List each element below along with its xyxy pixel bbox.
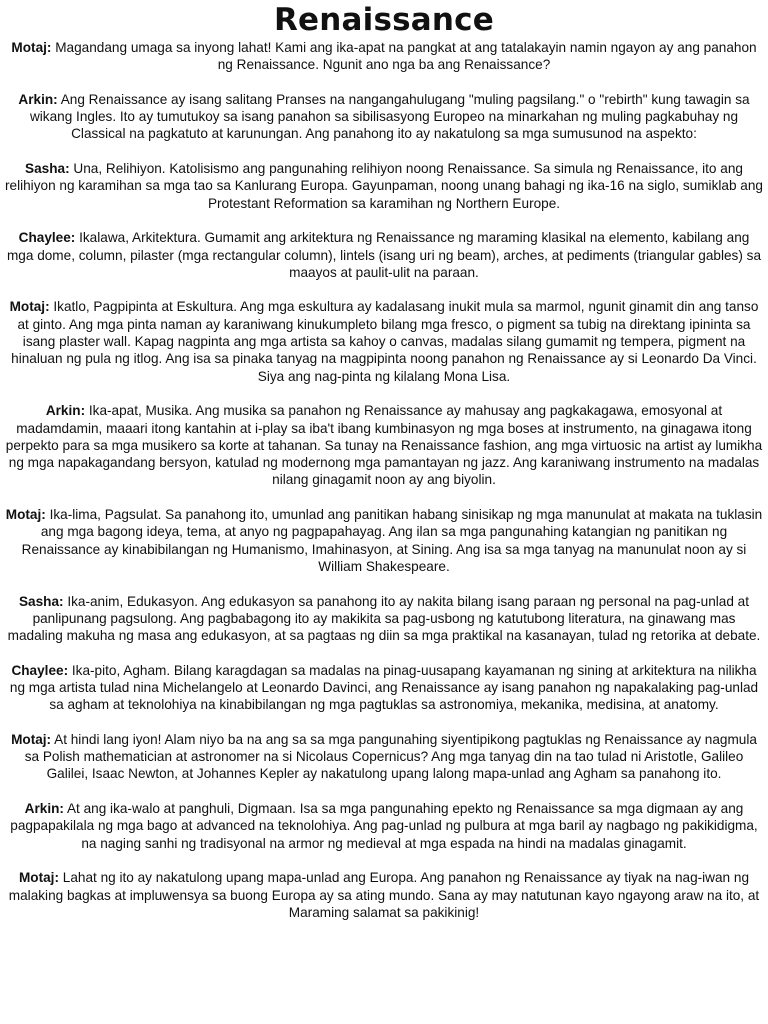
speaker-name: Motaj: — [11, 731, 52, 747]
dialogue-text: At ang ika-walo at panghuli, Digmaan. Isa sa mga pangunahing epekto ng Renaissance sa mga digmaan ay ang pagpapakilala ng mga bago at advanced na teknolohiya. Ang pag-unlad ng pulbura at mga baril ay nagbago ng pakikidigma, na naging sanhi ng tradisyonal na armor ng medieval at mga espada na hindi na madalas ginagamit. — [10, 801, 758, 851]
dialogue-paragraph — [4, 800, 764, 852]
page-title: Renaissance — [273, 2, 494, 38]
speaker-name: Motaj: — [9, 299, 50, 315]
dialogue-text: Una, Relihiyon. Katolisismo ang pangunahing relihiyon noong Renaissance. Sa simula ng Renaissance, ito ang relihiyon ng karamihan sa mga tao sa Kanlurang Europa. Gayunpaman, noong unang bahagi ng ika-16 na siglo, sumiklab ang Protestant Reformation sa karamihan ng Northern Europe. — [5, 161, 763, 211]
dialogue-text: Ika-pito, Agham. Bilang karagdagan sa madalas na pinag-uusapang kayamanan ng sining at arkitektura na nilikha ng mga artista tulad nina Michelangelo at Leonardo Davinci, ang Renaissance ay isang panahon ng napakalaking pag-unlad sa agham at teknolohiya na kinabibilangan ng mga pagtuklas sa astronomiya, mekanika, medisina, at anatomy. — [9, 662, 759, 713]
dialogue-paragraph — [4, 298, 764, 384]
dialogue-text: Ika-apat, Musika. Ang musika sa panahon ng Renaissance ay mahusay ang pagkakagawa, emosyonal at madamdamin, maaari itong kantahin at i-play sa iba't ibang kumbinasyon ng mga boses at instrumento, na ginagawa itong perpekto para sa mga musikero sa korte at tahanan. Sa tunay na Renaissance fashion, ang mga virtuosic na artist ay lumikha ng mga napakagandang bersyon, katulad ng modernong mga pamantayan ng jazz. Ang karaniwang instrumento na madalas nilang ginagamit noon ay ang biyolin. — [5, 403, 763, 488]
dialogue-text: Lahat ng ito ay nakatulong upang mapa-unlad ang Europa. Ang panahon ng Renaissance ay tiyak na nag-iwan ng malaking bagkas at impluwensya sa buong Europa ay sa ating mundo. Sana ay may natutunan kayo ngayong araw na ito, at Maraming salamat sa pakikinig! — [8, 870, 760, 920]
dialogue-paragraph — [4, 229, 764, 281]
dialogue-paragraph — [4, 91, 764, 143]
speaker-name: Arkin: — [18, 91, 58, 107]
dialogue-text: Ika-lima, Pagsulat. Sa panahong ito, umunlad ang panitikan habang sinisikap ng mga manunulat at makata na tuklasin ang mga bagong ideya, tema, at anyo ng pagpapahayag. Ang ilan sa mga pangunahing katangian ng panitikan ng Renaissance ay kinabibilangan ng Humanismo, Imahinasyon, at Sining. Ang isa sa mga tanyag na manunulat noon ay si William Shakespeare. — [21, 507, 763, 574]
speaker-name: Arkin: — [24, 801, 64, 817]
speaker-name: Sasha: — [25, 161, 70, 177]
dialogue-paragraph — [4, 662, 764, 714]
speaker-name: Motaj: — [5, 507, 46, 523]
dialogue-paragraph — [4, 160, 764, 212]
dialogue-paragraph — [4, 506, 764, 575]
dialogue-text: Magandang umaga sa inyong lahat! Kami ang ika-apat na pangkat at ang tatalakayin namin ngayon ay ang panahon ng Renaissance. Ngunit ano nga ba ang Renaissance? — [55, 40, 757, 73]
dialogue-paragraph — [4, 402, 764, 488]
dialogue-text: Ika-anim, Edukasyon. Ang edukasyon sa panahong ito ay nakita bilang isang paraan ng personal na pag-unlad at panlipunang pagsulong. Ang pagbabagong ito ay makikita sa pag-usbong ng katutubong literatura, na ginawang mas madaling makuha ng masa ang edukasyon, at sa pagtaas ng diin sa mga praktikal na kasanayan, tulad ng retorika at debate. — [7, 593, 761, 644]
speaker-name: Motaj: — [18, 870, 59, 886]
dialogue-text: At hindi lang iyon! Alam niyo ba na ang sa sa mga pangunahing siyentipikong pagtuklas ng Renaissance ay nagmula sa Polish mathematician at astronomer na si Nicolaus Copernicus? Ang mga tanyag din na tao tulad ni Aristotle, Galileo Galilei, Isaac Newton, at Johannes Kepler ay nakatulong upang lalong mapa-unlad ang Agham sa panahong ito. — [24, 731, 757, 782]
speaker-name: Motaj: — [11, 40, 52, 55]
dialogue-text: Ikalawa, Arkitektura. Gumamit ang arkitektura ng Renaissance ng maraming klasikal na elemento, kabilang ang mga dome, column, pilaster (mga rectangular column), lintels (isang uri ng beam), arches, at pediments (triangular gables) sa maayos at paulit-ulit na paraan. — [6, 230, 762, 280]
speaker-name: Arkin: — [45, 403, 86, 419]
speaker-name: Chaylee: — [11, 662, 69, 678]
dialogue-text: Ikatlo, Pagpipinta at Eskultura. Ang mga eskultura ay kadalasang inukit mula sa marmol, ngunit ginamit din ang tanso at ginto. Ang mga pinta naman ay karaniwang kinukumpleto bilang mga fresco, o pigment sa tubig na direktang ipininta sa isang plaster wall. Kapag nagpinta ang mga artista sa kahoy o canvas, madalas silang gumamit ng tempera, pigment na hinaluan ng pula ng itlog. Ang isa sa pinaka tanyag na magpipinta noong panahon ng Renaissance ay si Leonardo Da Vinci. Siya ang nag-pinta ng kilalang Mona Lisa. — [11, 299, 759, 384]
speaker-name: Chaylee: — [18, 230, 76, 246]
dialogue-text: Ang Renaissance ay isang salitang Pranses na nangangahulugang "muling pagsilang." o "rebirth" kung tawagin sa wikang Ingles. Ito ay tumutukoy sa isang panahon sa sibilisasyong Europeo na minarkahan ng muling pagkabuhay ng Classical na pagkatuto at karunungan. Ang panahong ito ay nakatulong sa mga sumusunod na aspekto: — [29, 91, 750, 142]
speaker-name: Sasha: — [18, 593, 64, 609]
dialogue-paragraph — [4, 39, 764, 74]
dialogue-paragraph — [4, 593, 764, 645]
dialogue-paragraph — [4, 731, 764, 783]
dialogue-paragraph — [4, 869, 764, 921]
